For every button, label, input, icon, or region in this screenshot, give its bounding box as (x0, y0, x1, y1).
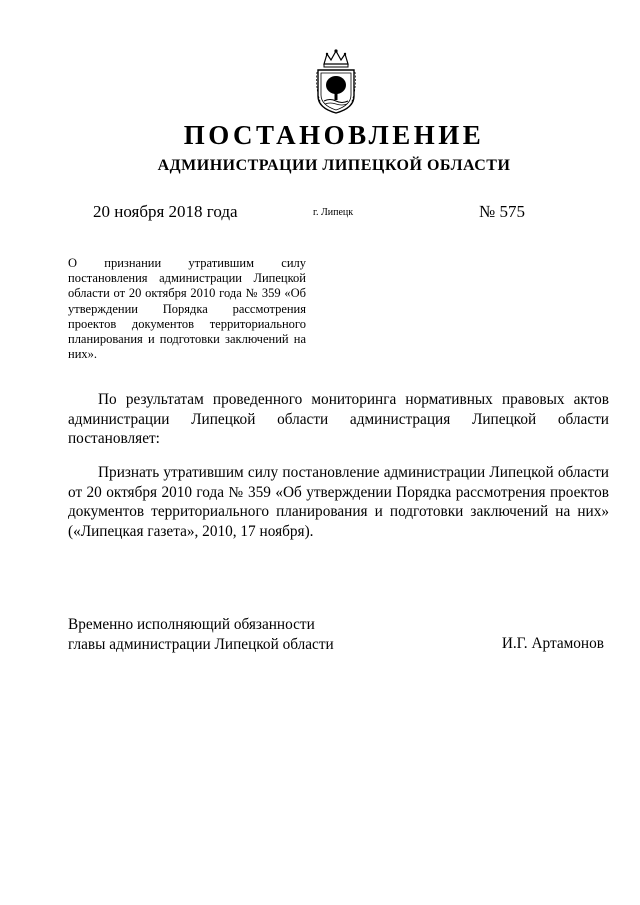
body-paragraph-1 (68, 390, 609, 449)
document-date: 20 ноября 2018 года (93, 202, 238, 221)
signatory-name: И.Г. Артамонов (501, 635, 604, 652)
body-paragraph-1-text: По результатам проведенного мониторинга нормативных правовых актов администрации Липецкой области администрация Липецкой области постановляет: (68, 391, 609, 447)
signatory-position (68, 615, 334, 655)
coat-of-arms-icon (315, 48, 357, 114)
body-paragraph-2 (68, 463, 609, 541)
document-subject: О признании утратившим силу постановления администрации Липецкой области от 20 октября 2010 года № 359 «Об утверждении Порядка рассмотрения проектов документов территориального планирования и подготовки заключений на них». (68, 256, 306, 362)
document-subtitle: АДМИНИСТРАЦИИ ЛИПЕЦКОЙ ОБЛАСТИ (157, 157, 511, 174)
signatory-position-line-1: Временно исполняющий обязанности (68, 616, 315, 633)
body-paragraph-2-text: Признать утратившим силу постановление администрации Липецкой области от 20 октября 2010 года № 359 «Об утверждении Порядка рассмотрения проектов документов территориального планирования и подготовки заключений на них» («Липецкая газета», 2010, 17 ноября). (68, 464, 609, 540)
signatory-position-line-2: главы администрации Липецкой области (68, 636, 334, 653)
document-number: № 575 (479, 202, 525, 221)
document-title: ПОСТАНОВЛЕНИЕ (183, 120, 485, 150)
document-city: г. Липецк (313, 207, 354, 218)
